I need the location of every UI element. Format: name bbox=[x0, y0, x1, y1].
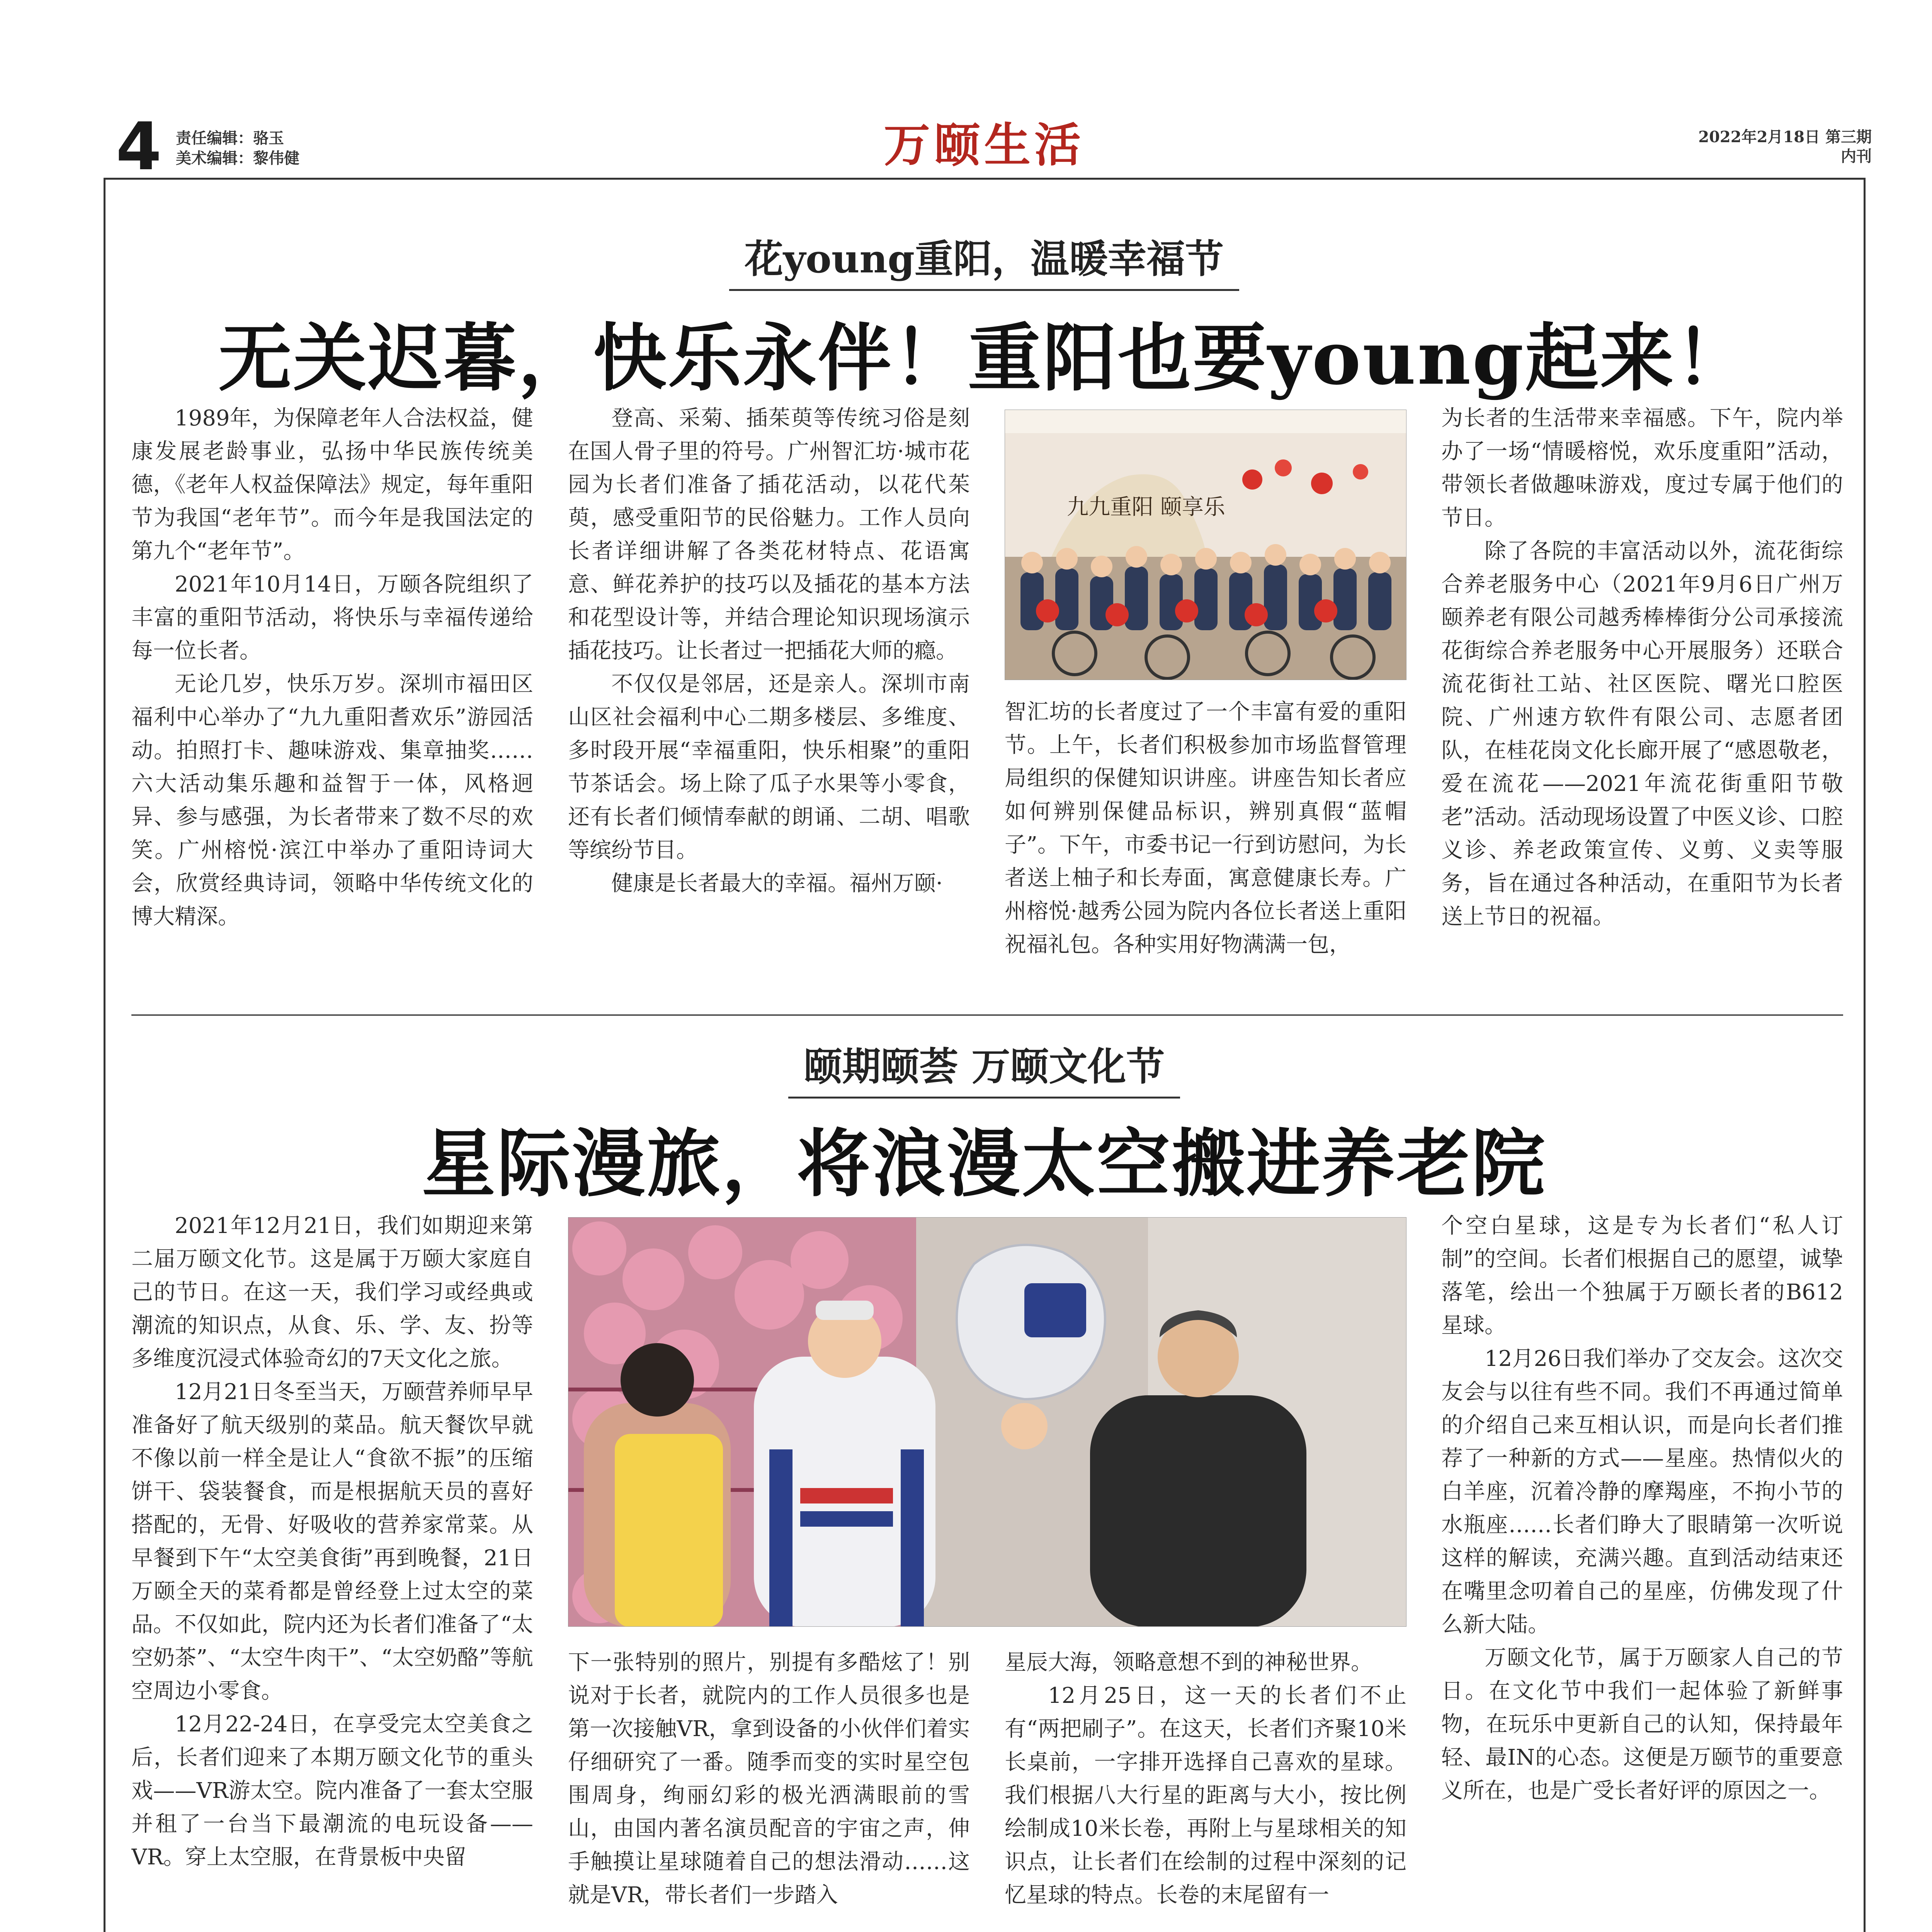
article1-column-1 bbox=[131, 402, 533, 997]
article2-column-1 bbox=[131, 1209, 533, 1932]
paragraph: 下一张特别的照片，别提有多酷炫了！别说对于长者，就院内的工作人员很多也是第一次接触VR，拿到设备的小伙伴们着实仔细研究了一番。随季而变的实时星空包围周身，绚丽幻彩的极光洒满眼前的雪山，由国内著名演员配音的宇宙之声，伸手触摸让星球随着自己的想法滑动……这就是VR，带长者们一步踏入 bbox=[568, 1650, 970, 1908]
article2-column-2 bbox=[568, 1646, 970, 1932]
paragraph: 星辰大海，领略意想不到的神秘世界。 bbox=[1005, 1650, 1372, 1675]
section-divider bbox=[131, 1014, 1843, 1016]
article1-column-2 bbox=[568, 402, 970, 997]
paragraph: 登高、采菊、插茱萸等传统习俗是刻在国人骨子里的符号。广州智汇坊·城市花园为长者们准备了插花活动，以花代茱萸，感受重阳节的民俗魅力。工作人员向长者详细讲解了各类花材特点、花语寓意、鲜花养护的技巧以及插花的基本方法和花型设计等，并结合理论知识现场演示插花技巧。让长者过一把插花大师的瘾。 bbox=[568, 406, 970, 663]
photo-banner-text: 九九重阳 颐享乐 bbox=[1067, 495, 1225, 520]
article2-headline: 星际漫旅，将浪漫太空搬进养老院 bbox=[422, 1121, 1546, 1207]
paragraph: 12月21日冬至当天，万颐营养师早早准备好了航天级别的菜品。航天餐饮早就不像以前一样全是让人“食欲不振”的压缩饼干、袋装餐食，而是根据航天员的喜好搭配的，无骨、好吸收的营养家常菜。从早餐到下午“太空美食街”再到晚餐，21日万颐全天的菜肴都是曾经登上过太空的菜品。不仅如此，院内还为长者们准备了“太空奶茶”、“太空牛肉干”、“太空奶酪”等航空周边小零食。 bbox=[131, 1379, 533, 1704]
group-photo-image bbox=[1005, 410, 1406, 680]
masthead: 万颐生活 bbox=[884, 118, 1085, 172]
paragraph: 智汇坊的长者度过了一个丰富有爱的重阳节。上午，长者们积极参加市场监督管理局组织的保健知识讲座。讲座告知长者应如何辨别保健品标识，辨别真假“蓝帽子”。下午，市委书记一行到访慰问，为长者送上柚子和长寿面，寓意健康长寿。广州榕悦·越秀公园为院内各位长者送上重阳祝福礼包。各种实用好物满满一包， bbox=[1005, 699, 1406, 957]
dateline bbox=[1698, 128, 1872, 166]
paragraph: 2021年10月14日，万颐各院组织了丰富的重阳节活动，将快乐与幸福传递给每一位长者。 bbox=[131, 572, 533, 663]
paragraph: 除了各院的丰富活动以外，流花街综合养老服务中心（2021年9月6日广州万颐养老有限公司越秀棒棒街分公司承接流花街综合养老服务中心开展服务）还联合流花街社工站、社区医院、曙光口腔医院、广州速方软件有限公司、志愿者团队，在桂花岗文化长廊开展了“感恩敬老，爱在流花——2021年流花街重阳节敬老”活动。活动现场设置了中医义诊、口腔义诊、养老政策宣传、义剪、义卖等服务，旨在通过各种活动，在重阳节为长者送上节日的祝福。 bbox=[1441, 539, 1843, 929]
article2-kicker: 颐期颐荟 万颐文化节 bbox=[0, 1036, 1932, 1099]
paragraph: 万颐文化节，属于万颐家人自己的节日。在文化节中我们一起体验了新鲜事物，在玩乐中更新自己的认知，保持最年轻、最IN的心态。这便是万颐节的重要意义所在，也是广受长者好评的原因之一。 bbox=[1441, 1645, 1843, 1803]
article1-column-4 bbox=[1441, 402, 1843, 997]
article1-headline: 无关迟暮，快乐永伴！重阳也要young起来！ bbox=[218, 315, 1750, 401]
responsible-editor: 责任编辑：骆玉 bbox=[176, 129, 284, 147]
article2-column-3 bbox=[1005, 1646, 1406, 1932]
paragraph: 12月22-24日，在享受完太空美食之后，长者们迎来了本期万颐文化节的重头戏——VR游太空。院内准备了一套太空服并租了一台当下最潮流的电玩设备——VR。穿上太空服，在背景板中央留 bbox=[131, 1712, 533, 1870]
spacesuit-vr-photo bbox=[568, 1217, 1406, 1627]
paragraph: 无论几岁，快乐万岁。深圳市福田区福利中心举办了“九九重阳耆欢乐”游园活动。拍照打卡、趣味游戏、集章抽奖……六大活动集乐趣和益智于一体，风格迥异、参与感强，为长者带来了数不尽的欢笑。广州榕悦·滨江中举办了重阳诗词大会，欣赏经典诗词，领略中华传统文化的博大精深。 bbox=[131, 672, 533, 929]
spacesuit-photo-image bbox=[568, 1218, 1406, 1627]
paragraph: 1989年，为保障老年人合法权益，健康发展老龄事业，弘扬中华民族传统美德，《老年人权益保障法》规定，每年重阳节为我国“老年节”。而今年是我国法定的第九个“老年节”。 bbox=[131, 406, 533, 564]
chongyang-group-photo bbox=[1005, 410, 1406, 680]
paragraph: 12月25日，这一天的长者们不止有“两把刷子”。在这天，长者们齐聚10米长桌前，一字排开选择自己喜欢的星球。我们根据八大行星的距离与大小，按比例绘制成10米长卷，再附上与星球相关的知识点，让长者们在绘制的过程中深刻的记忆星球的特点。长卷的末尾留有一 bbox=[1005, 1683, 1406, 1908]
art-editor: 美术编辑：黎伟健 bbox=[176, 149, 299, 167]
edition-label: 内刊 bbox=[1841, 147, 1872, 165]
article2-column-4 bbox=[1441, 1209, 1843, 1932]
page-number: 4 bbox=[116, 109, 162, 185]
paragraph: 12月26日我们举办了交友会。这次交友会与以往有些不同。我们不再通过简单的介绍自己来互相认识，而是向长者们推荐了一种新的方式——星座。热情似火的白羊座，沉着冷静的摩羯座，不拘小节的水瓶座……长者们睁大了眼睛第一次听说这样的解读，充满兴趣。直到活动结束还在嘴里念叨着自己的星座，仿佛发现了什么新大陆。 bbox=[1441, 1346, 1843, 1637]
paragraph: 个空白星球，这是专为长者们“私人订制”的空间。长者们根据自己的愿望，诚挚落笔，绘出一个独属于万颐长者的B612星球。 bbox=[1441, 1213, 1843, 1338]
paragraph: 2021年12月21日，我们如期迎来第二届万颐文化节。这是属于万颐大家庭自己的节日。在这一天，我们学习或经典或潮流的知识点，从食、乐、学、友、扮等多维度沉浸式体验奇幻的7天文化之旅。 bbox=[131, 1213, 533, 1371]
paragraph: 为长者的生活带来幸福感。下午，院内举办了一场“情暖榕悦，欢乐度重阳”活动，带领长者做趣味游戏，度过专属于他们的节日。 bbox=[1441, 406, 1843, 531]
article1-kicker: 花young重阳，温暖幸福节 bbox=[0, 228, 1932, 291]
paragraph: 健康是长者最大的幸福。福州万颐· bbox=[611, 871, 943, 896]
paragraph: 不仅仅是邻居，还是亲人。深圳市南山区社会福利中心二期多楼层、多维度、多时段开展“幸福重阳，快乐相聚”的重阳节茶话会。场上除了瓜子水果等小零食，还有长者们倾情奉献的朗诵、二胡、唱歌等缤纷节目。 bbox=[568, 672, 970, 863]
article1-column-3 bbox=[1005, 696, 1406, 997]
issue-date: 2022年2月18日 第三期 bbox=[1698, 128, 1872, 146]
